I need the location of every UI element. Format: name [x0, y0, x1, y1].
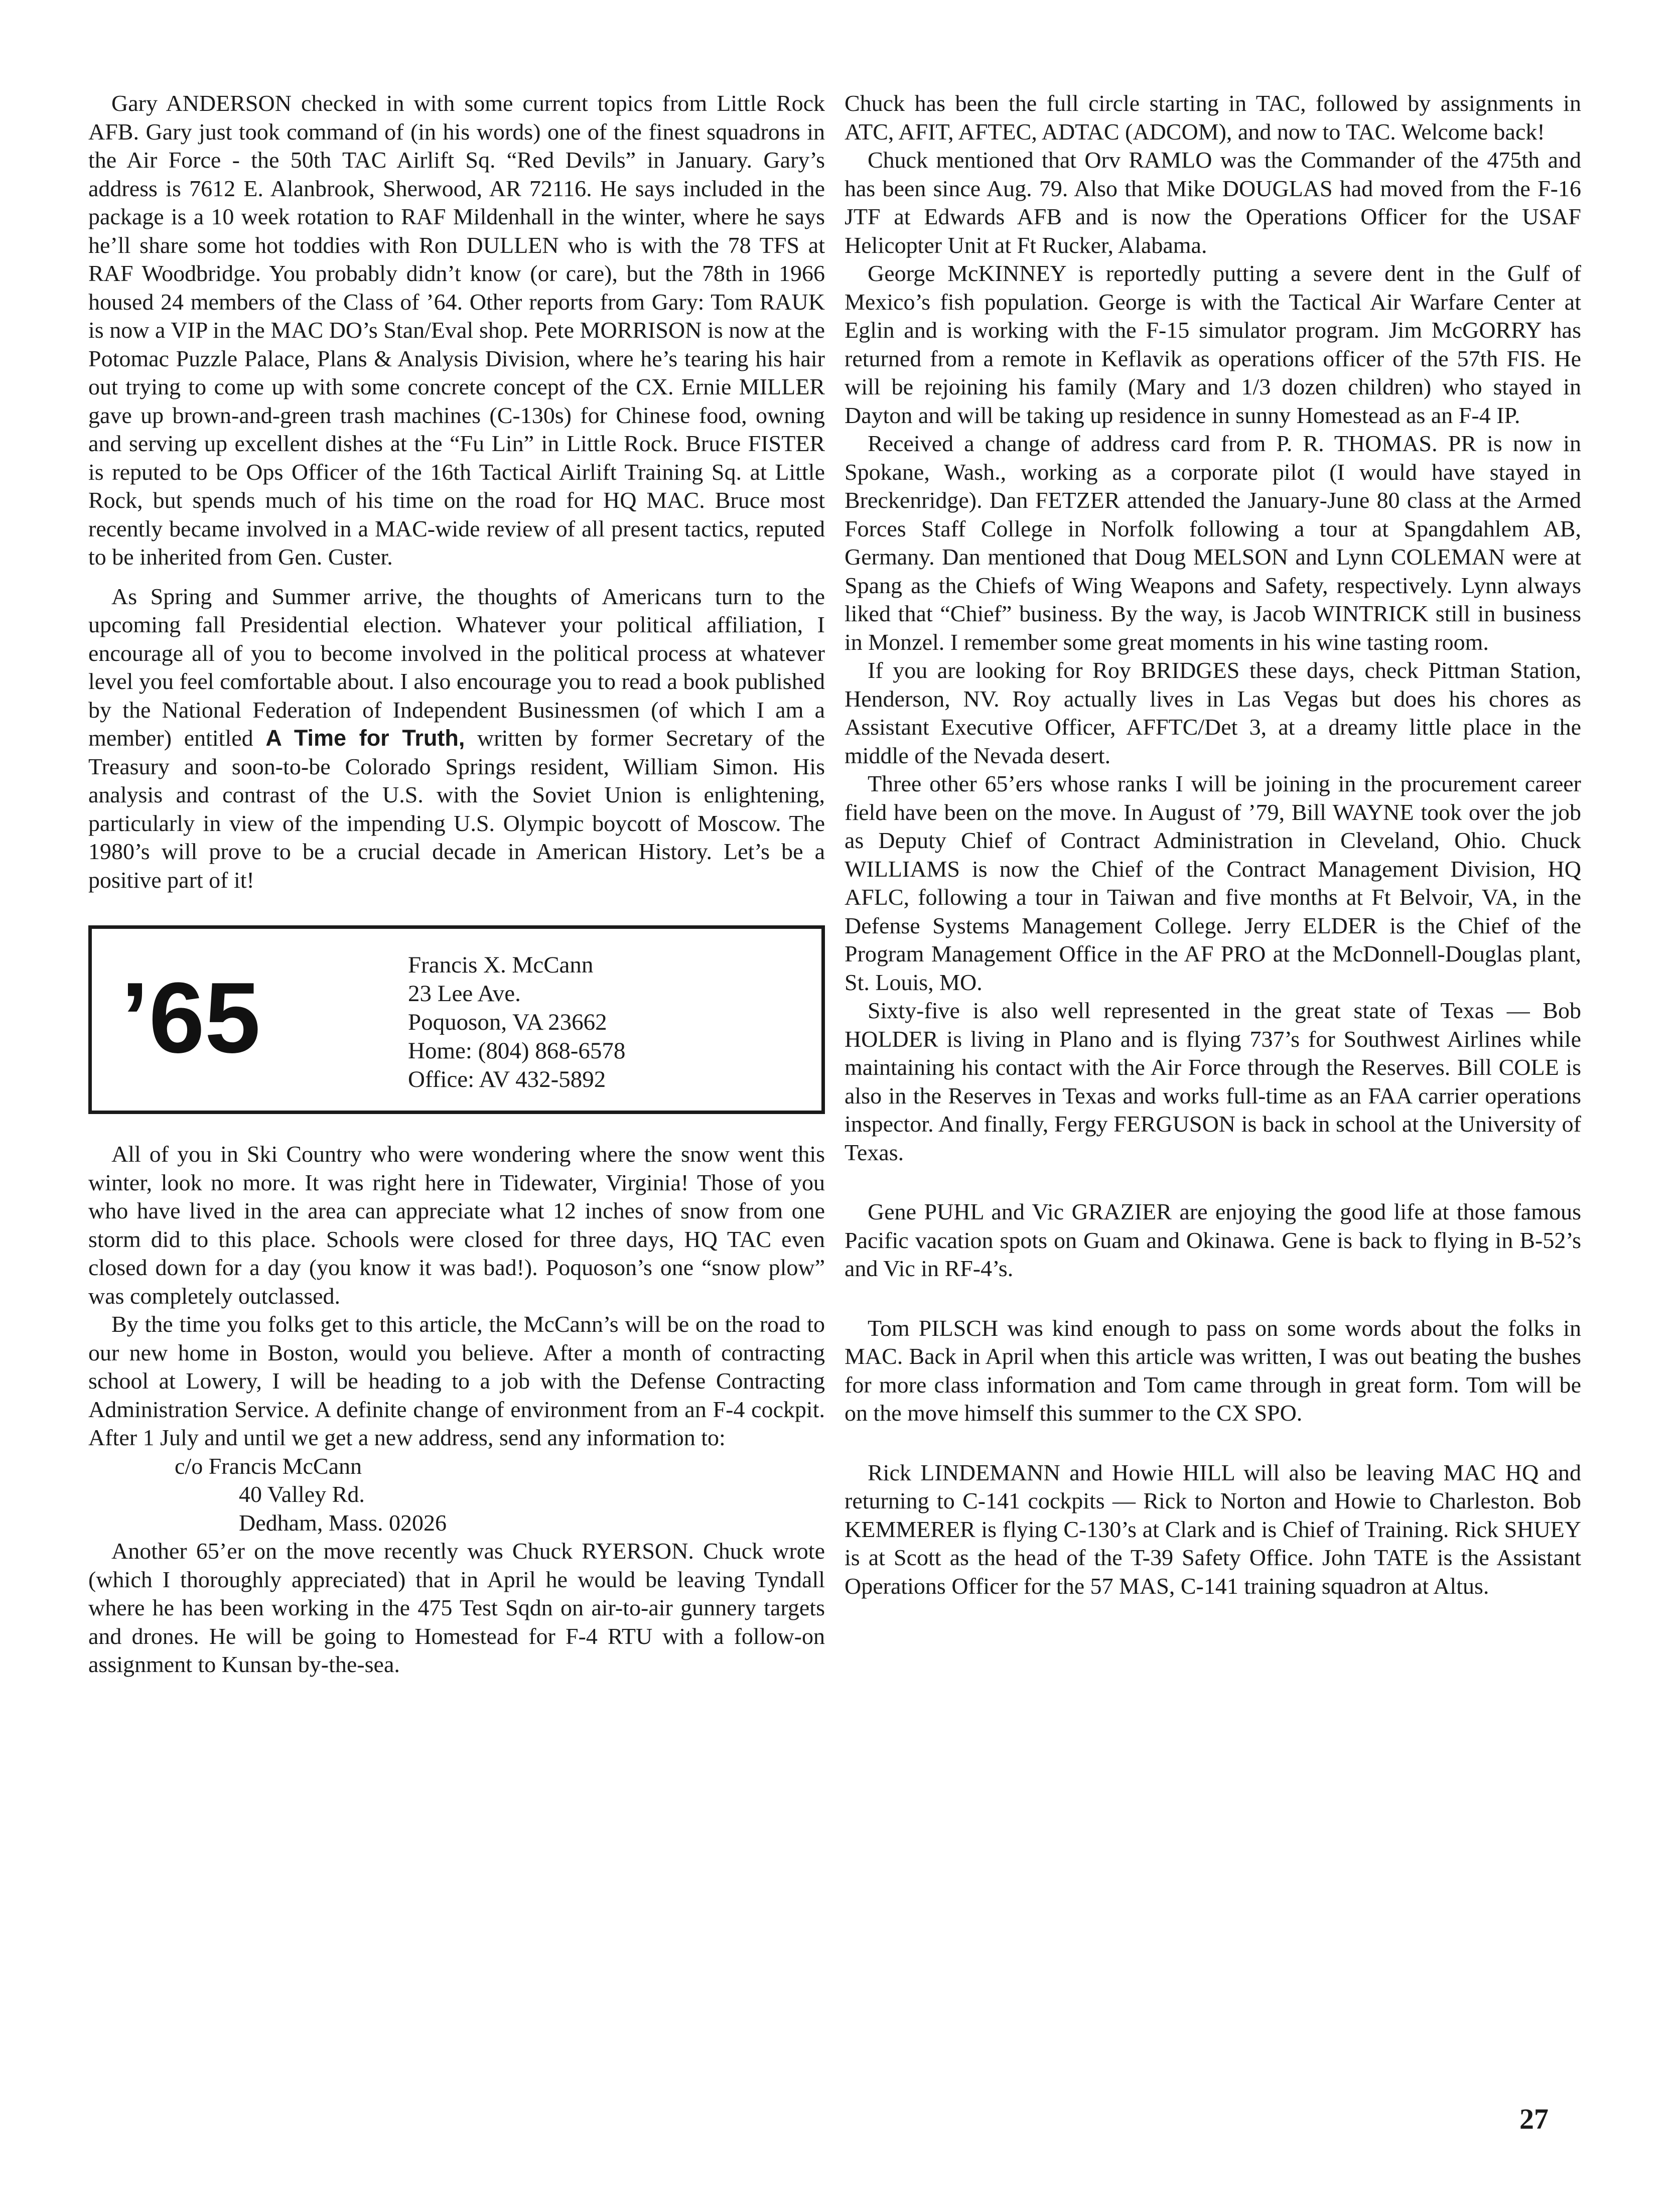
paragraph-snow: All of you in Ski Country who were wondering where the snow went this winter, look no more. It was right here in Tidewater, Virginia! Those of you who have lived in the area can appreciate what 12 inches of snow from one storm did to this place. Schools were closed for three days, HQ TAC even closed down for a day (you know it was bad!). Poquoson’s one “snow plow” was completely outclassed. [88, 1141, 825, 1309]
paragraph-thomas: Received a change of address card from P. R. THOMAS. PR is now in Spokane, Wash., working as a corporate pilot (I would have stayed in Breckenridge). Dan FETZER attended the January-June 80 class at the Armed Forces Staff College in Norfolk following a tour at Spangdahlem AB, Germany. Dan mentioned that Doug MELSON and Lynn COLEMAN were at Spang as the Chiefs of Wing Weapons and Safety, respectively. Lynn always liked that “Chief” business. By the way, is Jacob WINTRICK still in business in Monzel. I remember some great moments in his wine tasting room. [845, 431, 1581, 655]
paragraph-pilsch: Tom PILSCH was kind enough to pass on some words about the folks in MAC. Back in April when this article was written, I was out beating the bushes for more class information and Tom came through in great form. Tom will be on the move himself this summer to the CX SPO. [845, 1315, 1581, 1426]
correspondent-city: Poquoson, VA 23662 [408, 1009, 607, 1035]
paragraph-puhl: Gene PUHL and Vic GRAZIER are enjoying the good life at those famous Pacific vacation spots on Guam and Okinawa. Gene is back to flying in B-52’s and Vic in RF-4’s. [845, 1199, 1581, 1281]
correspondent-address [408, 951, 625, 1094]
paragraph-bridges: If you are looking for Roy BRIDGES these days, check Pittman Station, Henderson, NV. Roy actually lives in Las Vegas but does his chores as Assistant Executive Officer, AFFTC/Det 3, at a dreamy little place in the middle of the Nevada desert. [845, 657, 1581, 768]
correspondent-name: Francis X. McCann [408, 952, 594, 978]
paragraph-ryerson: Another 65’er on the move recently was Chuck RYERSON. Chuck wrote (which I thoroughly appreciated) that in April he would be leaving Tyndall where he has been working in the 475 Test Sqdn on air-to-air gunnery targets and drones. He will be going to Homestead for F-4 RTU with a follow-on assignment to Kunsan by-the-sea. [88, 1538, 825, 1677]
correspondent-home-phone: Home: (804) 868-6578 [408, 1038, 626, 1064]
address-line-2: 40 Valley Rd. [239, 1481, 365, 1507]
page-number: 27 [1519, 2103, 1549, 2135]
paragraph-anderson: Gary ANDERSON checked in with some current topics from Little Rock AFB. Gary just took command of (in his words) one of the finest squadrons in the Air Force - the 50th TAC Airlift Sq. “Red Devils” in January. Gary’s address is 7612 E. Alanbrook, Sherwood, AR 72116. He says included in the package is a 10 week rotation to RAF Mildenhall in the winter, where he says he’ll share some hot toddies with Ron DULLEN who is with the 78 TFS at RAF Woodbridge. You probably didn’t know (or care), but the 78th in 1966 housed 24 members of the Class of ’64. Other reports from Gary: Tom RAUK is now a VIP in the MAC DO’s Stan/Eval shop. Pete MORRISON is now at the Potomac Puzzle Palace, Plans & Analysis Division, where he’s tearing his hair out trying to come up with some concrete concept of the CX. Ernie MILLER gave up brown-and-green trash machines (C-130s) for Chinese food, owning and serving up excellent dishes at the “Fu Lin” in Little Rock. Bruce FISTER is reputed to be Ops Officer of the 16th Tactical Airlift Training Sq. at Little Rock, but spends much of his time on the road for HQ MAC. Bruce most recently became involved in a MAC-wide review of all present tactics, reputed to be inherited from Gen. Custer. [88, 90, 825, 570]
paragraph-lindemann: Rick LINDEMANN and Howie HILL will also be leaving MAC HQ and returning to C-141 cockpits — Rick to Norton and Howie to Charleston. Bob KEMMERER is flying C-130’s at Clark and is Chief of Training. Rick SHUEY is at Scott as the head of the T-39 Safety Office. John TATE is the Assistant Operations Officer for the 57 MAS, C-141 training squadron at Altus. [845, 1459, 1581, 1599]
paragraph-mckinney: George McKINNEY is reportedly putting a severe dent in the Gulf of Mexico’s fish population. George is with the Tactical Air Warfare Center at Eglin and is working with the F-15 simulator program. Jim McGORRY has returned from a remote in Keflavik as operations officer of the 57th FIS. He will be rejoining his family (Mary and 1/3 dozen children) who stayed in Dayton and will be taking up residence in sunny Homestead as an F-4 IP. [845, 260, 1581, 428]
class-65-header-box [88, 925, 825, 1114]
address-line-3: Dedham, Mass. 02026 [239, 1509, 447, 1536]
class-year: ’65 [121, 962, 261, 1074]
paragraph-procurement: Three other 65’ers whose ranks I will be joining in the procurement career field have been on the move. In August of ’79, Bill WAYNE took over the job as Deputy Chief of Contract Administration in Cleveland, Ohio. Chuck WILLIAMS is now the Chief of the Contract Management Division, HQ AFLC, following a tour in Taiwan and five months at Ft Belvoir, VA, in the Defense Systems Management College. Jerry ELDER is the Chief of the Program Management Office in the AF PRO at the McDonnell-Douglas plant, St. Louis, MO. [845, 771, 1581, 995]
paragraph-move: By the time you folks get to this article, the McCann’s will be on the road to our new home in Boston, would you believe. After a month of contracting school at Lowery, I will be heading to a job with the Defense Contracting Administration Service. A definite change of environment from an F-4 cockpit. After 1 July and until we get a new address, send any information to: [88, 1311, 825, 1450]
address-line-1: c/o Francis McCann [175, 1453, 362, 1479]
paragraph-election [88, 583, 825, 895]
correspondent-street: 23 Lee Ave. [408, 981, 521, 1007]
correspondent-office-phone: Office: AV 432-5892 [408, 1066, 606, 1092]
election-text-b: written by former Secretary of the Treasury and soon-to-be Colorado Springs resident, William Simon. His analysis and contrast of the U.S. with the Soviet Union is enlightening, particularly in view of the impending U.S. Olympic boycott of Moscow. The 1980’s will prove to be a crucial decade in American History. Let’s be a positive part of it! [88, 725, 825, 893]
paragraph-full-circle: Chuck has been the full circle starting in TAC, followed by assignments in ATC, AFIT, AFTEC, ADTAC (ADCOM), and now to TAC. Welcome back! [845, 90, 1581, 145]
paragraph-texas: Sixty-five is also well represented in the great state of Texas — Bob HOLDER is living in Plano and is flying 737’s for Southwest Airlines while maintaining his contact with the Air Force through the Reserves. Bill COLE is also in the Reserves in Texas and works full-time as an FAA carrier operations inspector. And finally, Fergy FERGUSON is back in school at the University of Texas. [845, 998, 1581, 1165]
mailing-address [88, 1452, 825, 1538]
election-text-a: As Spring and Summer arrive, the thoughts of Americans turn to the upcoming fall Presidential election. Whatever your political affiliation, I encourage all of you to become involved in the political process at whatever level you feel comfortable about. I also encourage you to read a book published by the National Federation of Independent Businessmen (of which I am a member) entitled [88, 583, 825, 751]
right-column [845, 89, 1581, 1600]
book-title: A Time for Truth, [265, 725, 465, 751]
left-column [88, 89, 825, 1679]
paragraph-ramlo: Chuck mentioned that Orv RAMLO was the Commander of the 475th and has been since Aug. 79. Also that Mike DOUGLAS had moved from the F-16 JTF at Edwards AFB and is now the Operations Officer for the USAF Helicopter Unit at Ft Rucker, Alabama. [845, 147, 1581, 258]
